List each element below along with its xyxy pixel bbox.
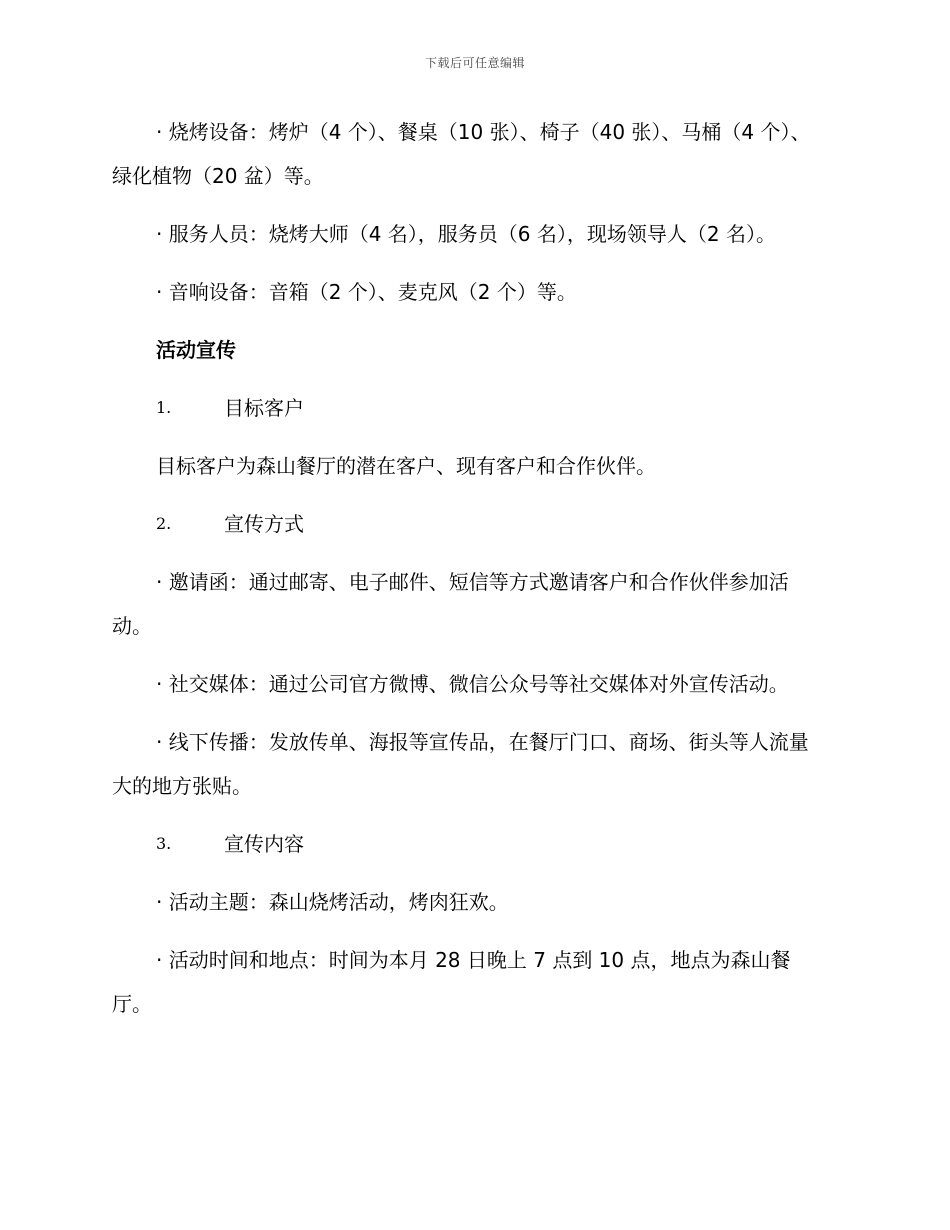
section-2-heading [156,502,824,546]
section-1-title: 目标客户 [224,396,304,420]
section-2-title: 宣传方式 [224,512,304,536]
document-body [112,110,824,1026]
invite-paragraph: · 邀请函：通过邮寄、电子邮件、短信等方式邀请客户和合作伙伴参加活动。 [112,570,789,638]
offline-paragraph: · 线下传播：发放传单、海报等宣传品，在餐厅门口、商场、街头等人流量大的地方张贴。 [112,730,809,798]
staff-paragraph: · 服务人员：烧烤大师（4 名），服务员（6 名），现场领导人（2 名）。 [156,222,776,246]
theme-paragraph: · 活动主题：森山烧烤活动，烤肉狂欢。 [156,890,509,914]
section-3-number: 3. [156,834,172,853]
time-place-paragraph: · 活动时间和地点：时间为本月 28 日晚上 7 点到 10 点，地点为森山餐厅。 [112,948,791,1016]
section-1-number: 1. [156,398,172,417]
section-3-title: 宣传内容 [224,832,304,856]
social-paragraph: · 社交媒体：通过公司官方微博、微信公众号等社交媒体对外宣传活动。 [156,672,789,696]
promo-heading: 活动宣传 [156,338,236,362]
equipment-paragraph: · 烧烤设备：烤炉（4 个）、餐桌（10 张）、椅子（40 张）、马桶（4 个）、绿化植物（20 盆）等。 [112,120,811,188]
section-1-heading [156,386,824,430]
audio-paragraph: · 音响设备：音箱（2 个）、麦克风（2 个）等。 [156,280,577,304]
section-2-number: 2. [156,514,172,533]
header-note: 下载后可任意编辑 [424,56,525,70]
target-paragraph: 目标客户为森山餐厅的潜在客户、现有客户和合作伙伴。 [156,454,656,478]
section-3-heading [156,822,824,866]
